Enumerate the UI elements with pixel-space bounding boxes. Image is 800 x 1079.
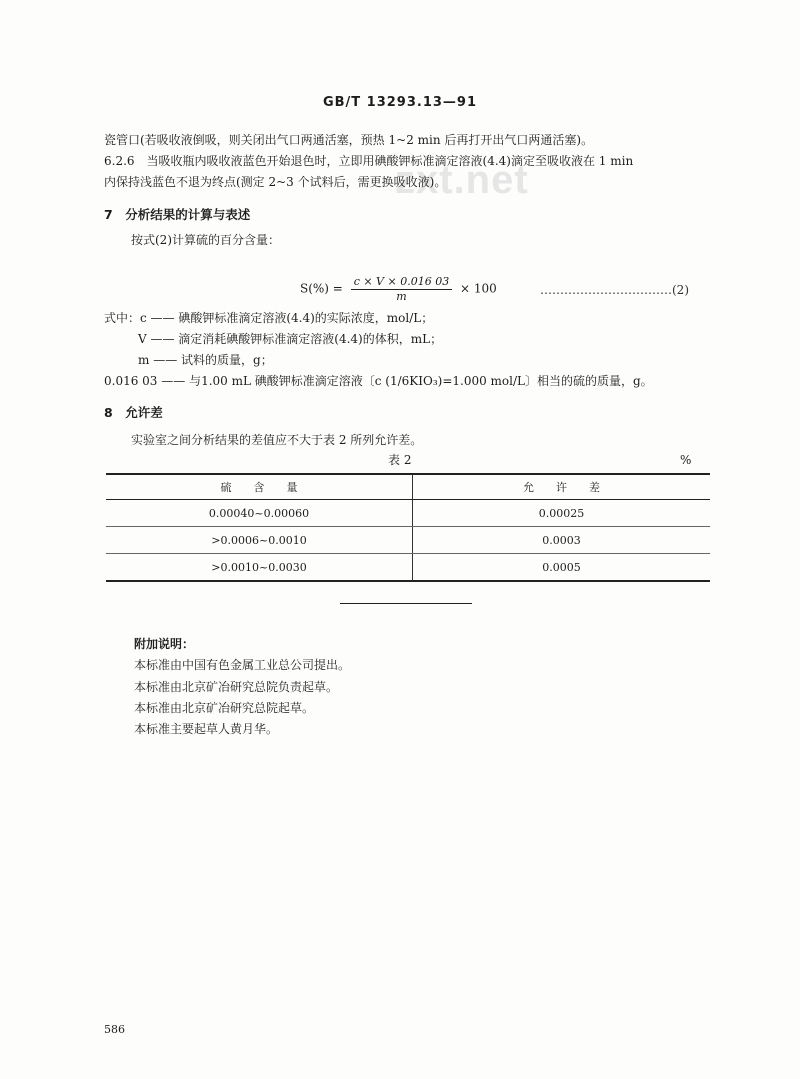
section-7-heading: 7 分析结果的计算与表述 [104, 207, 251, 222]
where-line-constant: 0.016 03 —— 与1.00 mL 碘酸钾标准滴定溶液〔c (1/6KIO₃)=1.000 mol/L〕相当的硫的质量，g。 [104, 374, 653, 388]
paragraph-6-2-6-line2: 内保持浅蓝色不退为终点(测定 2~3 个试料后，需更换吸收液)。 [104, 175, 447, 189]
appendix-title: 附加说明： [134, 637, 195, 651]
table-unit: % [680, 453, 692, 467]
formula-2 [300, 275, 497, 303]
formula-denominator: m [396, 290, 407, 303]
appendix-line: 本标准由北京矿冶研究总院负责起草。 [134, 680, 339, 694]
cell-content: >0.0006~0.0010 [106, 527, 413, 554]
paragraph-6-2-6-line1: 6.2.6 当吸收瓶内吸收液蓝色开始退色时，立即用碘酸钾标准滴定溶液(4.4)滴定至吸收液在 1 min [104, 154, 634, 168]
appendix-line: 本标准主要起草人黄月华。 [134, 722, 279, 736]
cell-content: 0.00040~0.00060 [106, 500, 413, 527]
section-7-lead: 按式(2)计算硫的百分含量： [131, 233, 280, 247]
cell-allowance: 0.00025 [413, 500, 711, 527]
where-line-v: V —— 滴定消耗碘酸钾标准滴定溶液(4.4)的体积，mL； [138, 332, 443, 346]
formula-numerator: c × V × 0.016 03 [351, 275, 453, 290]
appendix-line: 本标准由中国有色金属工业总公司提出。 [134, 658, 351, 672]
where-line-c: 式中：c —— 碘酸钾标准滴定溶液(4.4)的实际浓度，mol/L； [104, 311, 434, 325]
formula-fraction [351, 275, 453, 303]
table-row [106, 554, 710, 582]
formula-number: ……………………………(2) [540, 283, 689, 297]
cell-allowance: 0.0005 [413, 554, 711, 582]
end-rule [340, 603, 472, 604]
cell-allowance: 0.0003 [413, 527, 711, 554]
header-allowance: 允 许 差 [413, 474, 711, 500]
formula-rhs: × 100 [460, 281, 497, 296]
appendix-line: 本标准由北京矿冶研究总院起草。 [134, 701, 315, 715]
header-sulfur-content: 硫 含 量 [106, 474, 413, 500]
section-8-lead: 实验室之间分析结果的差值应不大于表 2 所列允许差。 [131, 433, 423, 447]
table-row [106, 500, 710, 527]
table-header-row [106, 474, 710, 500]
formula-lhs: S(%) = [300, 281, 343, 296]
section-8-heading: 8 允许差 [104, 405, 163, 420]
allowance-table [106, 473, 710, 582]
page-number: 586 [104, 1023, 125, 1036]
where-line-m: m —— 试料的质量，g； [138, 353, 273, 367]
cell-content: >0.0010~0.0030 [106, 554, 413, 582]
paragraph-continuation: 瓷管口(若吸收液倒吸，则关闭出气口两通活塞，预热 1~2 min 后再打开出气口两通活塞)。 [104, 133, 594, 147]
table-title: 表 2 [388, 453, 412, 467]
document-header: GB/T 13293.13—91 [322, 95, 478, 110]
watermark: zxt.net [395, 158, 529, 202]
table-row [106, 527, 710, 554]
